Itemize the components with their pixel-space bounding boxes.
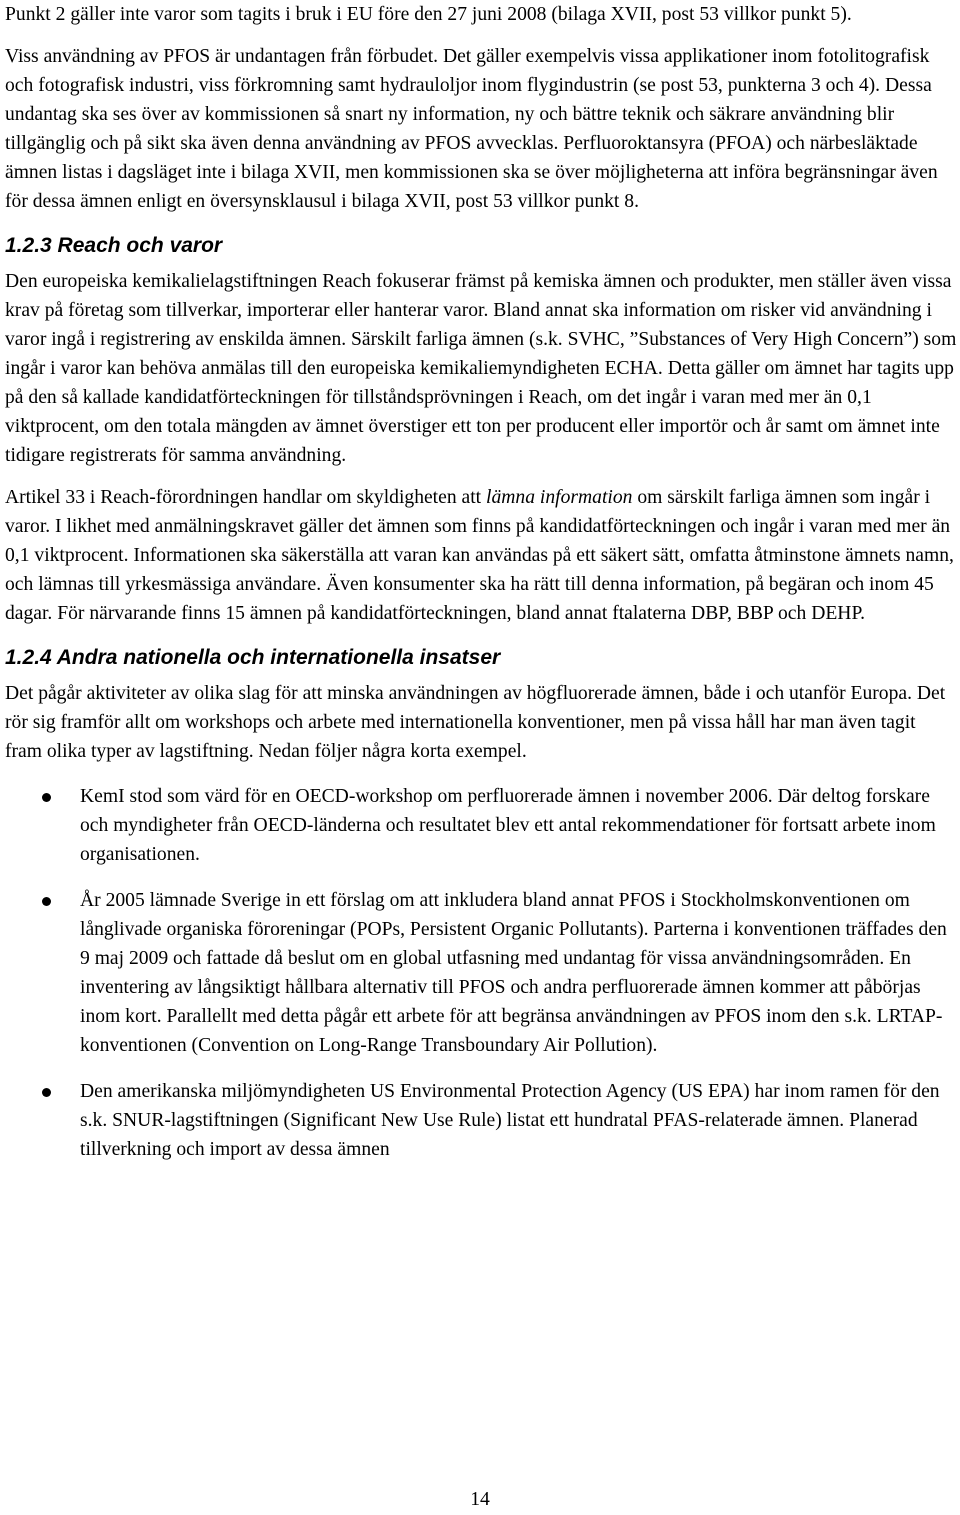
bullet-list	[5, 782, 957, 1164]
section-heading-reach: 1.2.3 Reach och varor	[5, 234, 223, 257]
section-heading-international: 1.2.4 Andra nationella och internationella insatser	[5, 646, 501, 669]
article-33-emphasis: lämna information	[486, 487, 633, 508]
paragraph-pfos-exemptions: Viss användning av PFOS är undantagen från förbudet. Det gäller exempelvis vissa applikationer inom fotolitografisk och fotografisk industri, viss förkromning samt hydrauloljor inom flygindustrin (se post 53, punkterna 3 och 4). Dessa undantag ska ses över av kommissionen så snart ny information, ny och bättre teknik och säkrare användning blir tillgänglig och på sikt ska även denna användning av PFOS avvecklas. Perfluoroktansyra (PFOA) och närbesläktade ämnen listas i dagsläget inte i bilaga XVII, men kommissionen ska se över möjligheterna att införa begränsningar även för dessa ämnen enligt en översynsklausul i bilaga XVII, post 53 villkor punkt 8.	[5, 46, 938, 212]
list-item	[5, 886, 957, 1060]
paragraph-article-33	[5, 483, 957, 628]
article-33-text-after: om särskilt farliga ämnen som ingår i varor. I likhet med anmälningskravet gäller det ämnen som finns på kandidatförteckningen och ingår i varan med mer än 0,1 viktprocent. Informationen ska säkerställa att varan kan användas på ett säkert sätt, omfatta åtminstone ämnets namn, och lämnas till yrkesmässiga användare. Även konsumenter ska ha rätt till denna information, på begäran och inom 45 dagar. För närvarande finns 15 ämnen på kandidatförteckningen, bland annat ftalaterna DBP, BBP och DEHP.	[5, 487, 954, 624]
paragraph-reach-intro: Den europeiska kemikalielagstiftningen Reach fokuserar främst på kemiska ämnen och produkter, men ställer även vissa krav på företag som tillverkar, importerar eller hanterar varor. Bland annat ska information om risker vid användning i varor ingå i registrering av enskilda ämnen. Särskilt farliga ämnen (s.k. SVHC, ”Substances of Very High Concern”) som ingår i varor kan behöva anmälas till den europeiska kemikaliemyndigheten ECHA. Detta gäller om ämnet har tagits upp på den så kallade kandidatförteckningen för tillståndsprövningen i Reach, om det ingår i varan med mer än 0,1 viktprocent, om den totala mängden av ämnet överstiger ett ton per producent eller importör och år samt om ämnet inte tidigare registrerats för samma användning.	[5, 271, 957, 466]
paragraph-international-intro: Det pågår aktiviteter av olika slag för att minska användningen av högfluorerade ämnen, både i och utanför Europa. Det rör sig framför allt om workshops och arbete med internationella konventioner, men på vissa håll har man även tagit fram olika typer av lagstiftning. Nedan följer några korta exempel.	[5, 683, 946, 762]
bullet-icon	[42, 897, 51, 906]
list-item	[5, 1077, 957, 1164]
paragraph-exemption-date: Punkt 2 gäller inte varor som tagits i bruk i EU före den 27 juni 2008 (bilaga XVII, post 53 villkor punkt 5).	[5, 4, 852, 25]
bullet-icon	[42, 1088, 51, 1097]
list-item-text: Den amerikanska miljömyndigheten US Environmental Protection Agency (US EPA) har inom ramen för den s.k. SNUR-lagstiftningen (Significant New Use Rule) listat ett hundratal PFAS-relaterade ämnen. Planerad tillverkning och import av dessa ämnen	[80, 1081, 940, 1160]
page-number: 14	[470, 1489, 490, 1510]
list-item	[5, 782, 957, 869]
bullet-icon	[42, 793, 51, 802]
article-33-text-before: Artikel 33 i Reach-förordningen handlar om skyldigheten att	[5, 487, 487, 508]
list-item-text: År 2005 lämnade Sverige in ett förslag om att inkludera bland annat PFOS i Stockholmskonventionen om långlivade organiska föroreningar (POPs, Persistent Organic Pollutants). Parterna i konventionen träffades den 9 maj 2009 och fattade då beslut om en global utfasning med undantag för vissa användningsområden. En inventering av långsiktigt hållbara alternativ till PFOS och andra perfluorerade ämnen kommer att påbörjas inom kort. Parallellt med detta pågår ett arbete för att begränsa användningen av PFOS inom den s.k. LRTAP-konventionen (Convention on Long-Range Transboundary Air Pollution).	[80, 890, 947, 1056]
document-page	[5, 0, 957, 1181]
list-item-text: KemI stod som värd för en OECD-workshop om perfluorerade ämnen i november 2006. Där deltog forskare och myndigheter från OECD-länderna och resultatet blev ett antal rekommendationer för fortsatt arbete inom organisationen.	[80, 786, 936, 865]
